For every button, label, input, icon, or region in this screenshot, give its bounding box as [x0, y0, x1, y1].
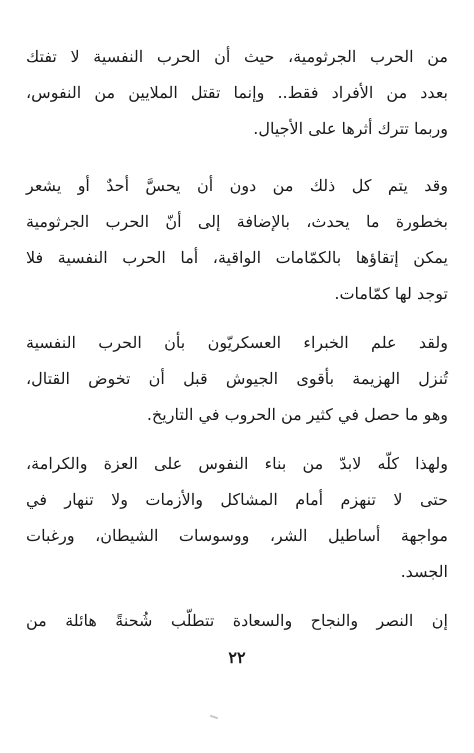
- paragraph-2: [26, 168, 448, 312]
- text-line: ولهذا كلّه لابدّ من بناء النفوس على العزة والكرامة،: [26, 454, 448, 473]
- text-line: وقد يتم كل ذلك من دون أن يحسَّ أحدٌ أو يشعر: [26, 176, 448, 195]
- text-line: وهو ما حصل في كثير من الحروب في التاريخ.: [146, 405, 448, 424]
- scan-speck: [210, 715, 218, 720]
- text-line: مواجهة أساطيل الشر، ووسوسات الشيطان، ورغبات: [26, 526, 448, 545]
- text-line: يمكن إتقاؤها بالكمّامات الواقية، أما الحرب النفسية فلا: [26, 248, 448, 267]
- text-line: وربما تترك أثرها على الأجيال.: [253, 119, 448, 138]
- text-line: توجد لها كمّامات.: [334, 284, 448, 303]
- paragraph-5: [26, 603, 448, 639]
- text-line: بخطورة ما يحدث، بالإضافة إلى أنّ الحرب الجرثومية: [26, 212, 448, 231]
- text-line: إن النصر والنجاح والسعادة تتطلّب شُحنةً هائلة من: [26, 611, 448, 630]
- text-line: بعدد من الأفراد فقط.. وإنما تقتل الملايين من النفوس،: [26, 83, 448, 102]
- paragraph-1: [26, 39, 448, 147]
- page-number: ٢٢: [228, 648, 246, 667]
- paragraph-3: [26, 325, 448, 433]
- text-line: ولقد علم الخبراء العسكريّون بأن الحرب النفسية: [26, 333, 448, 352]
- paragraph-4: [26, 446, 448, 590]
- text-line: تُنزل الهزيمة بأقوى الجيوش قبل أن تخوض القتال،: [26, 369, 449, 388]
- text-line: حتى لا تنهزم أمام المشاكل والأزمات ولا تنهار في: [26, 490, 448, 509]
- text-line: الجسد.: [400, 562, 448, 581]
- text-line: من الحرب الجرثومية، حيث أن الحرب النفسية لا تفتك: [26, 47, 448, 66]
